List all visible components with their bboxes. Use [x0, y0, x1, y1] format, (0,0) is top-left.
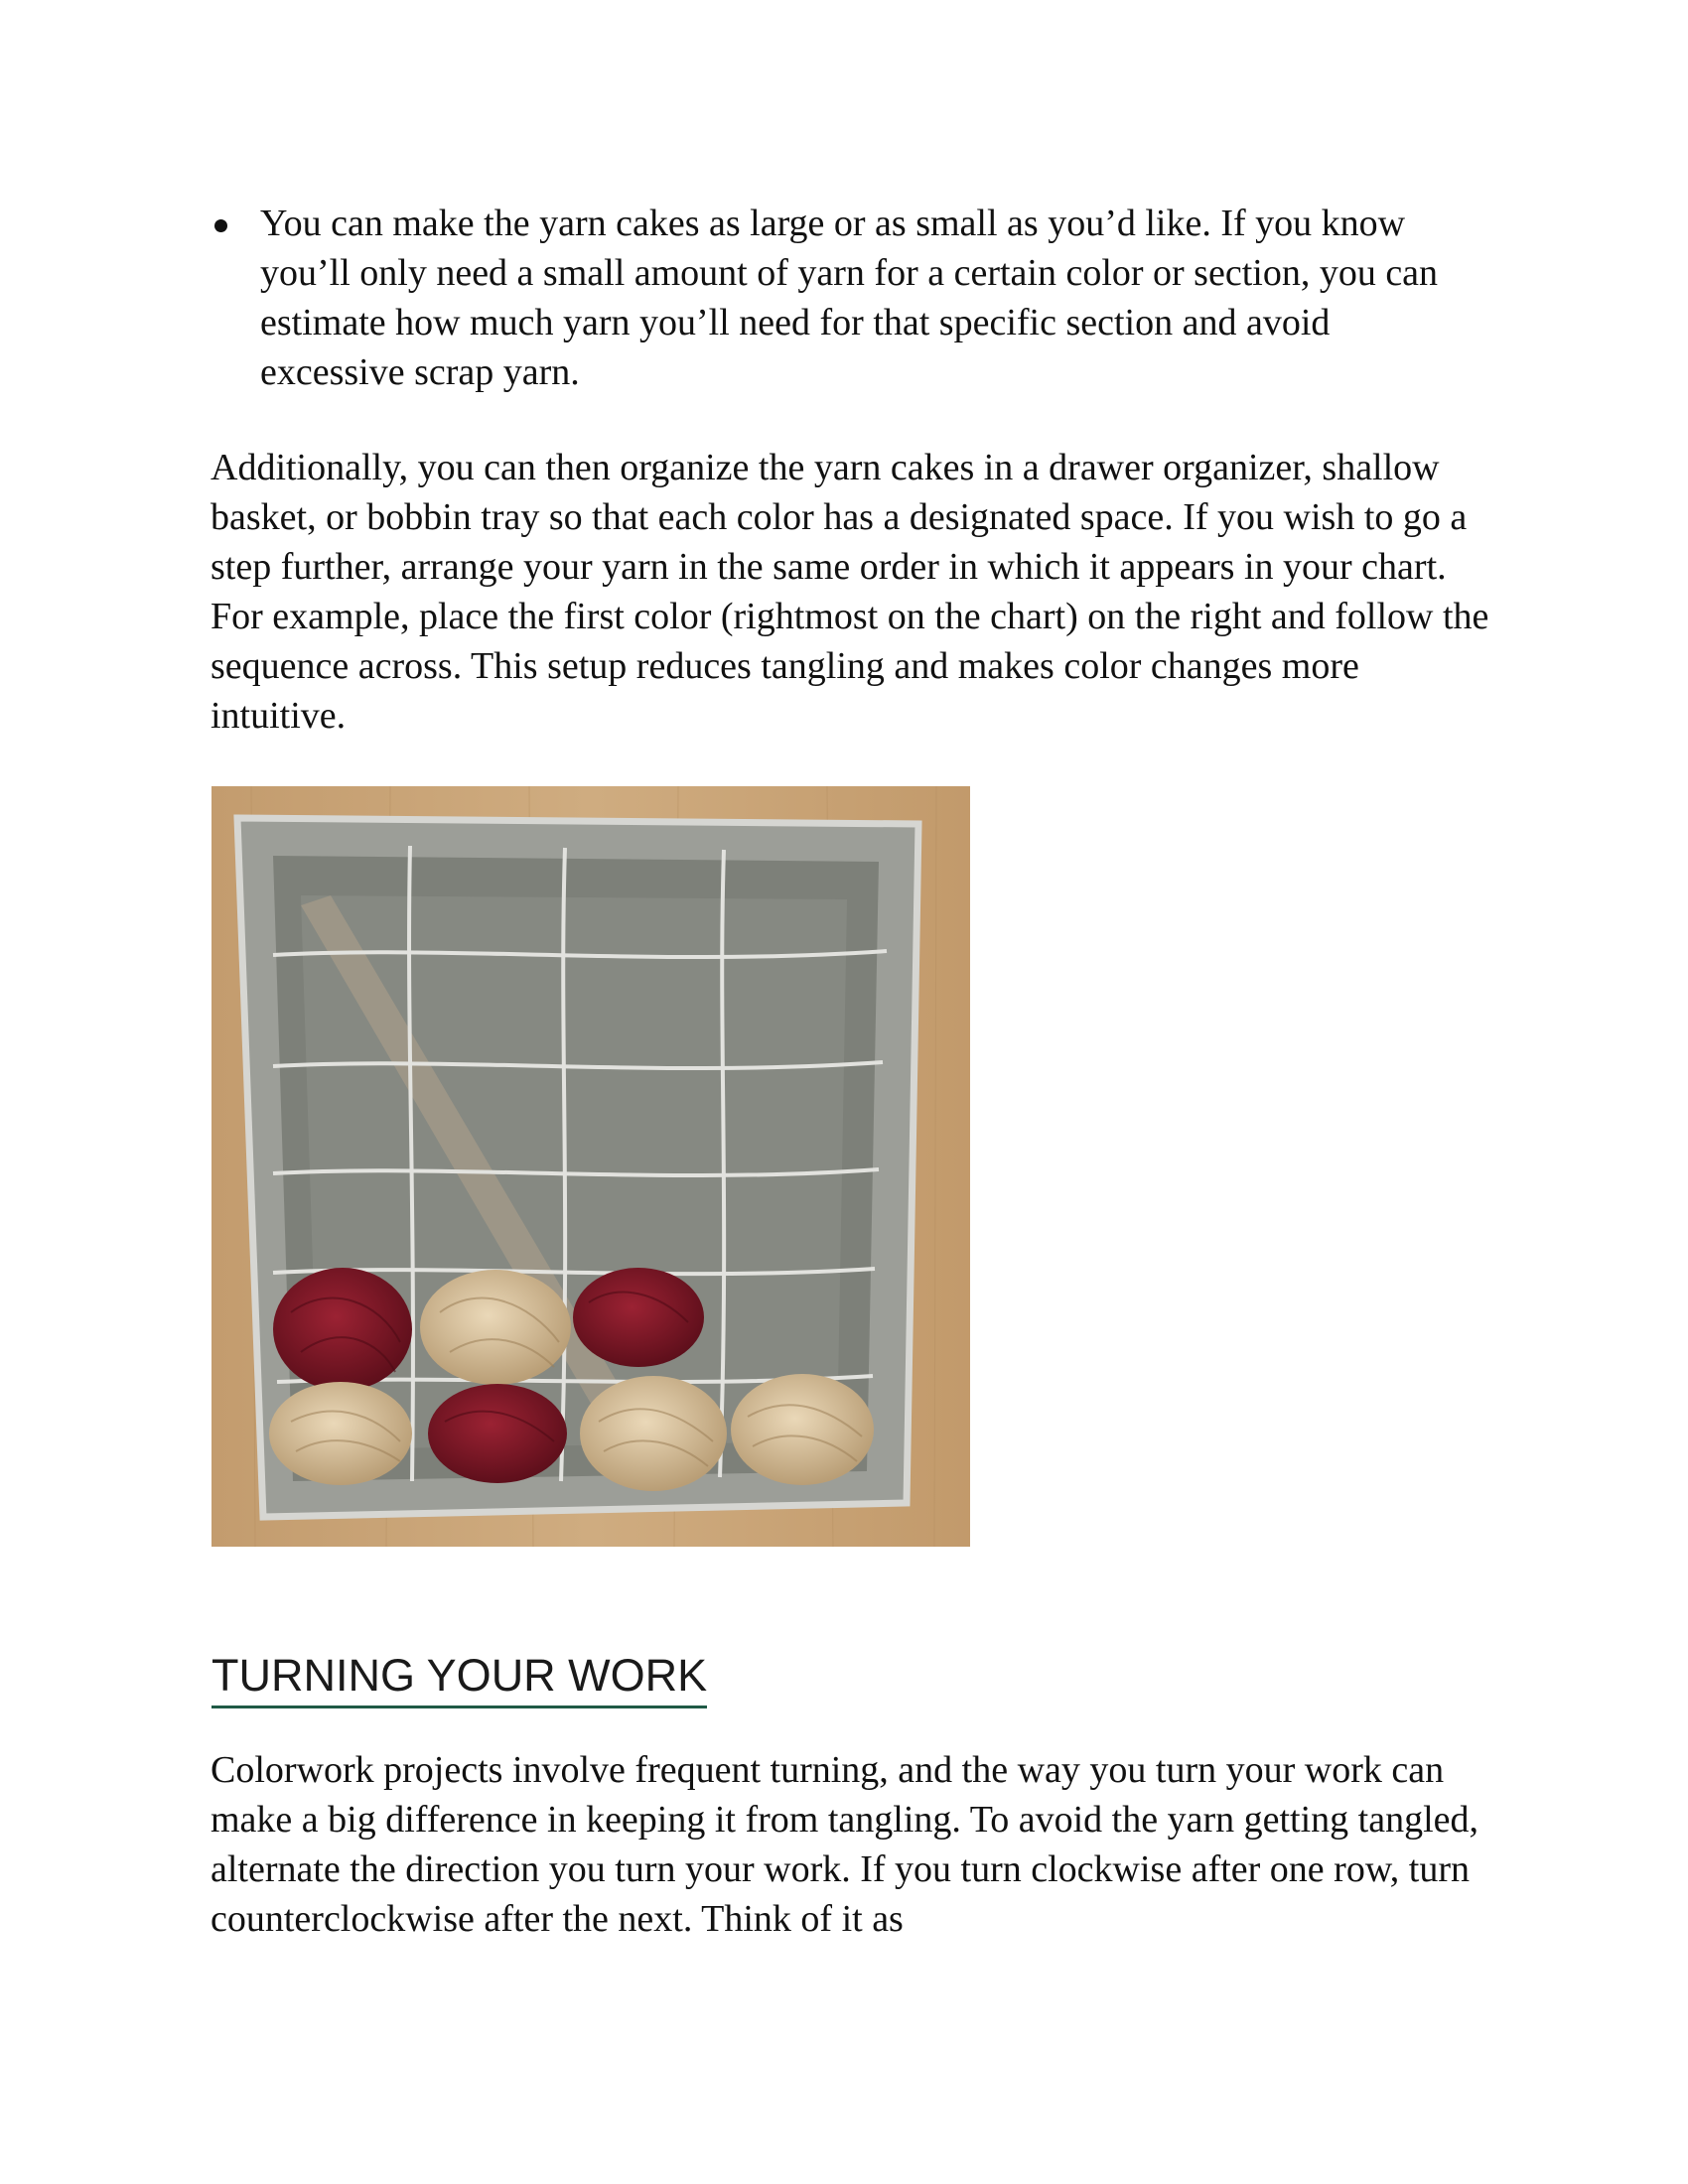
bullet-text: You can make the yarn cakes as large or as small as you’d like. If you know you’ll only need a small amount of yarn for a certain color or section, you can estimate how much yarn you’ll need for that specific section and avoid excessive scrap yarn. — [260, 203, 1439, 393]
yarn-cream-3 — [580, 1376, 727, 1491]
bullet-dot-icon — [214, 219, 227, 232]
yarn-red-3 — [428, 1384, 567, 1483]
yarn-organizer-photo — [211, 786, 970, 1547]
list-item — [211, 199, 1472, 397]
section-heading: TURNING YOUR WORK — [211, 1648, 707, 1708]
yarn-cream-1 — [420, 1270, 571, 1385]
paragraph-turning: Colorwork projects involve frequent turning, and the way you turn your work can make a big difference in keeping it from tangling. To avoid the yarn getting tangled, alternate the direction you turn your work. If you turn clockwise after one row, turn counterclockwise after the next. Think of it as — [211, 1749, 1479, 1940]
bullet-list — [211, 199, 1472, 397]
paragraph-organizing: Additionally, you can then organize the yarn cakes in a drawer organizer, shallow basket, or bobbin tray so that each color has a designated space. If you wish to go a step further, arrange your yarn in the same order in which it appears in your chart. For example, place the first color (rightmost on the chart) on the right and follow the sequence across. This setup reduces tangling and makes color changes more intuitive. — [211, 447, 1489, 737]
